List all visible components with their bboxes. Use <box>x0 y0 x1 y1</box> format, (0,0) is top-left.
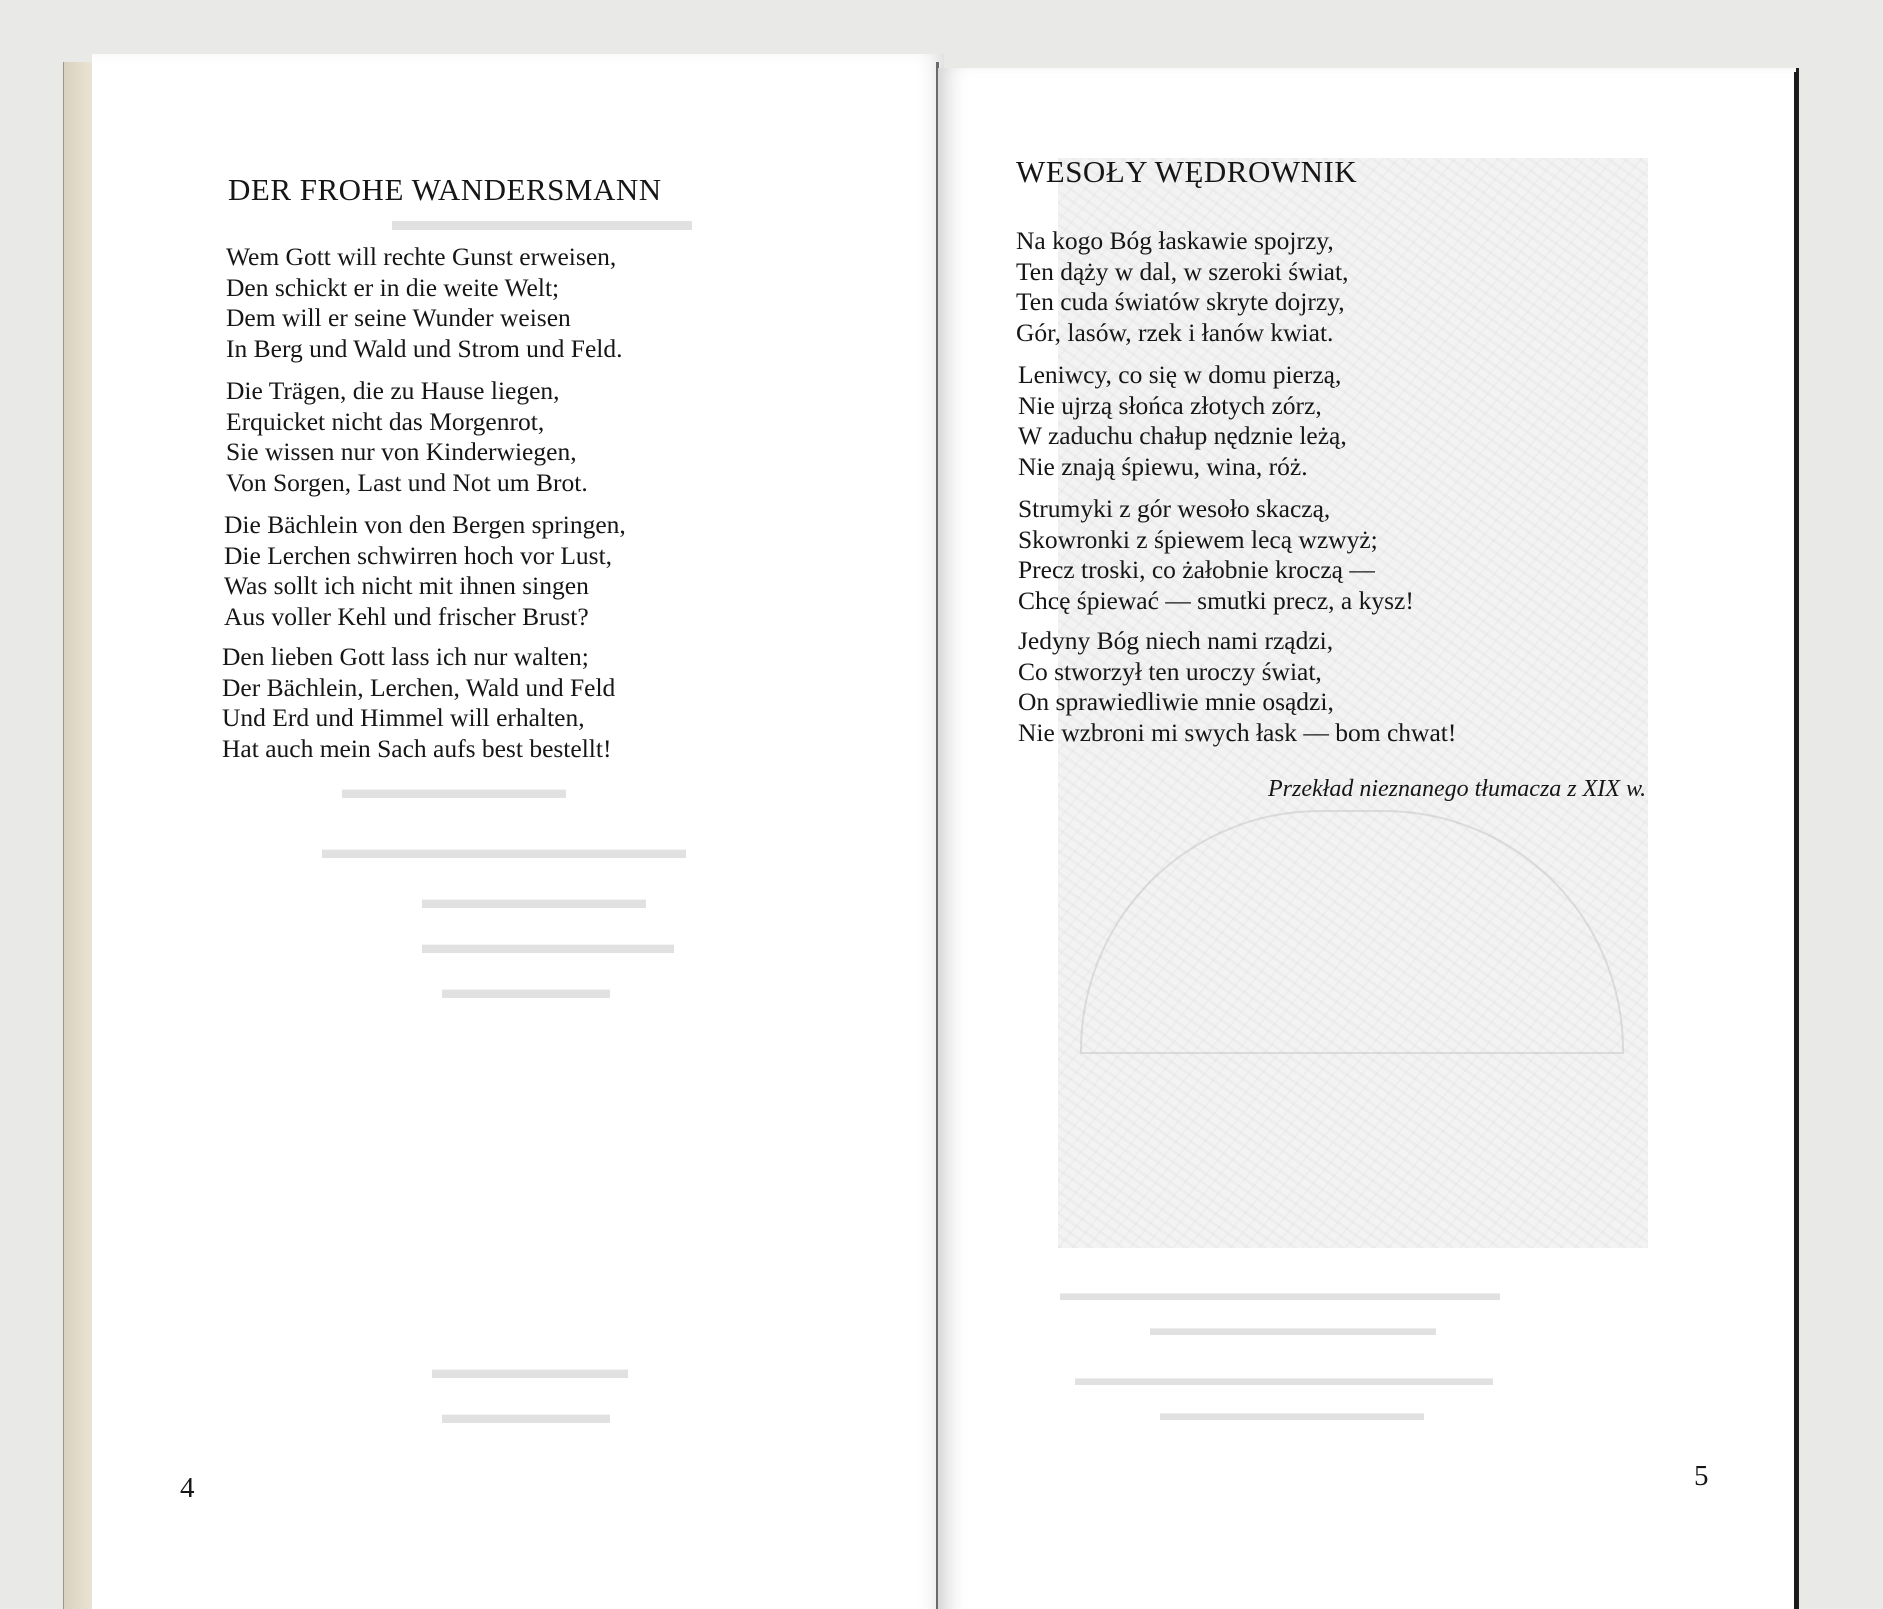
verse-line: Co stworzył ten uroczy świat, <box>1018 656 1322 686</box>
verse-line: In Berg und Wald und Strom und Feld. <box>226 333 623 363</box>
verse-line: Den lieben Gott lass ich nur walten; <box>222 642 589 671</box>
show-through-mark: ▬▬▬▬▬▬▬ <box>432 1354 628 1385</box>
verse-line: Gór, lasów, rzek i łanów kwiat. <box>1016 317 1334 347</box>
show-through-mark: ▬▬▬▬▬▬▬▬ <box>342 774 566 805</box>
verse-line: Wem Gott will rechte Gunst erweisen, <box>226 242 617 271</box>
show-through-mark: ▬▬▬▬▬▬ <box>442 974 610 1005</box>
verse-line: Die Lerchen schwirren hoch vor Lust, <box>224 540 613 570</box>
verse-line: Von Sorgen, Last und Not um Brot. <box>226 467 588 497</box>
verse-line: Strumyki z gór wesoło skaczą, <box>1018 494 1331 523</box>
verse-line: Nie znają śpiewu, wina, róż. <box>1018 451 1308 481</box>
verse-line: Nie ujrzą słońca złotych zórz, <box>1018 390 1322 420</box>
verse-line: Die Trägen, die zu Hause liegen, <box>226 376 560 405</box>
page-number-left: 4 <box>180 1472 195 1504</box>
verse-line: Skowronki z śpiewem lecą wzwyż; <box>1018 524 1378 554</box>
verse-line: Dem will er seine Wunder weisen <box>226 303 571 332</box>
show-through-mark: ▬▬▬▬▬▬▬▬▬▬ <box>392 204 692 237</box>
show-through-mark: ▬▬▬▬▬▬▬▬▬▬▬▬▬ <box>1150 1315 1436 1340</box>
poem-title-polish: WESOŁY WĘDROWNIK <box>1016 154 1358 189</box>
stanza-polish-1 <box>1016 226 1348 348</box>
verse-line: Der Bächlein, Lerchen, Wald und Feld <box>222 672 616 702</box>
verse-line: Hat auch mein Sach aufs best bestellt! <box>222 733 612 763</box>
stanza-polish-2 <box>1018 360 1347 482</box>
verse-line: On sprawiedliwie mnie osądzi, <box>1018 687 1334 716</box>
verse-line: Erquicket nicht das Morgenrot, <box>226 406 545 436</box>
show-through-mark: ▬▬▬▬▬▬ <box>442 1399 610 1430</box>
verse-line: Chcę śpiewać — smutki precz, a kysz! <box>1018 585 1414 615</box>
verse-line: Die Bächlein von den Bergen springen, <box>224 510 626 539</box>
stanza-german-4 <box>222 642 615 764</box>
show-through-mark: ▬▬▬▬▬▬▬▬▬▬▬▬▬▬▬▬▬▬▬▬ <box>1060 1280 1500 1305</box>
stanza-german-2 <box>226 376 588 498</box>
stanza-polish-4 <box>1018 626 1456 748</box>
verse-line: Precz troski, co żałobnie kroczą — <box>1018 555 1375 584</box>
show-through-mark: ▬▬▬▬▬▬▬▬▬▬▬▬▬ <box>322 834 686 865</box>
poem-title-german: DER FROHE WANDERSMANN <box>228 172 662 207</box>
verse-line: Was sollt ich nicht mit ihnen singen <box>224 571 589 600</box>
stanza-polish-3 <box>1018 494 1414 616</box>
translator-credit: Przekład nieznanego tłumacza z XIX w. <box>1268 776 1647 802</box>
verse-line: Nie wzbroni mi swych łask — bom chwat! <box>1018 717 1457 747</box>
verse-line: W zaduchu chałup nędznie leżą, <box>1018 421 1347 450</box>
page-number-right: 5 <box>1694 1460 1709 1492</box>
verse-line: Den schickt er in die weite Welt; <box>226 272 560 302</box>
stanza-german-1 <box>226 242 623 364</box>
verse-line: Leniwcy, co się w domu pierzą, <box>1018 360 1342 389</box>
verse-line: Und Erd und Himmel will erhalten, <box>222 703 585 732</box>
verse-line: Aus voller Kehl und frischer Brust? <box>224 601 589 631</box>
stanza-german-3 <box>224 510 626 632</box>
show-through-mark: ▬▬▬▬▬▬▬▬▬▬▬▬ <box>1160 1400 1424 1425</box>
verse-line: Na kogo Bóg łaskawie spojrzy, <box>1016 226 1334 255</box>
show-through-mark: ▬▬▬▬▬▬▬▬ <box>422 884 646 915</box>
verse-line: Ten cuda światów skryte dojrzy, <box>1016 287 1345 316</box>
show-through-mark: ▬▬▬▬▬▬▬▬▬▬▬▬▬▬▬▬▬▬▬ <box>1075 1365 1493 1390</box>
verse-line: Jedyny Bóg niech nami rządzi, <box>1018 626 1334 655</box>
verse-line: Sie wissen nur von Kinderwiegen, <box>226 437 577 466</box>
show-through-mark: ▬▬▬▬▬▬▬▬▬ <box>422 929 674 960</box>
right-page-edge <box>1794 72 1798 1609</box>
verse-line: Ten dąży w dal, w szeroki świat, <box>1016 256 1349 286</box>
